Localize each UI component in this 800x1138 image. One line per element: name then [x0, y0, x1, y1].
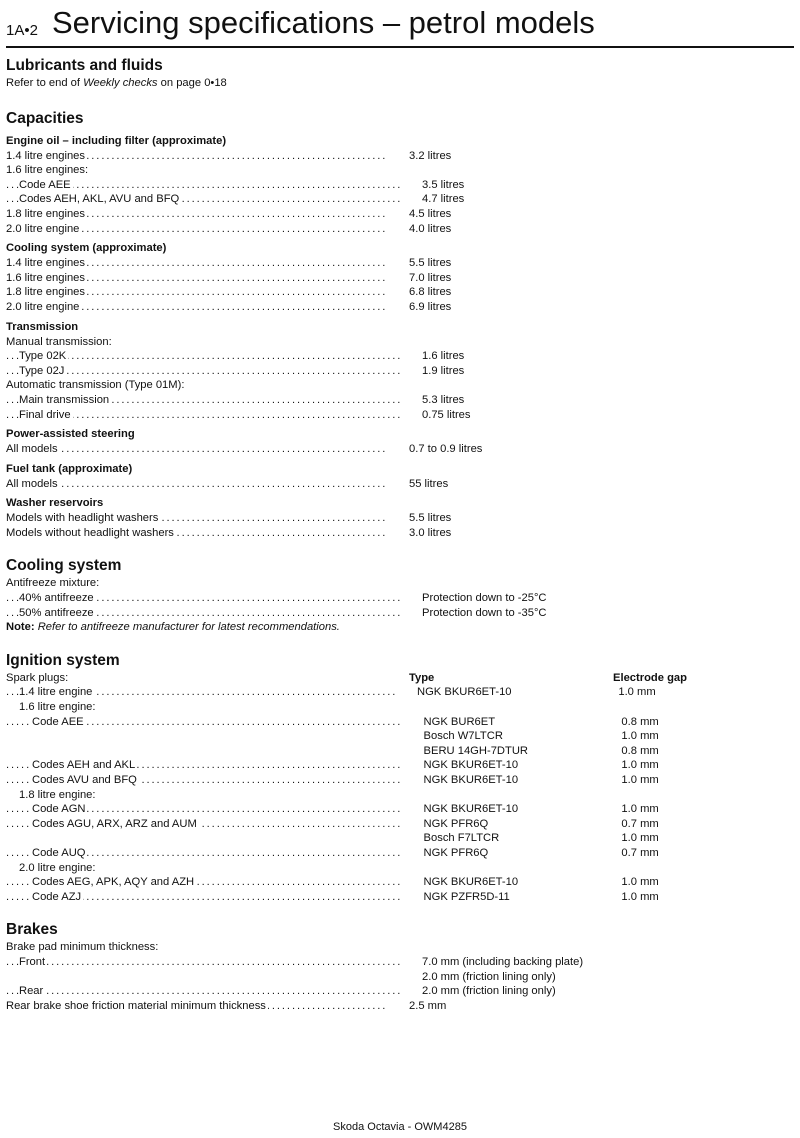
spec-label [6, 442, 387, 457]
spec-row [6, 364, 796, 379]
spec-label-text [32, 832, 34, 844]
spec-label [6, 875, 402, 890]
spec-label-text: Models with headlight washers [6, 512, 159, 525]
group-heading: Transmission [6, 320, 79, 333]
spec-label [6, 788, 395, 803]
spec-row [6, 802, 796, 817]
spec-value [409, 378, 613, 393]
spec-label [6, 970, 400, 985]
spec-row [6, 335, 796, 350]
spec-label-text: Codes AEH, AKL, AVU and BFQ [19, 193, 180, 206]
group-heading: Washer reservoirs [6, 497, 104, 510]
spec-row [6, 285, 796, 300]
plug-type: NGK PZFR5D-11 [423, 890, 510, 903]
spec-row [6, 163, 796, 178]
spec-label-text: Type 02K [19, 350, 67, 363]
lubricants-text-pre: Refer to end of [6, 77, 84, 89]
section-title-brakes: Brakes [6, 921, 58, 939]
capacities-section [6, 109, 796, 541]
spec-row [6, 178, 796, 193]
spec-label-text: Automatic transmission (Type 01M): [6, 379, 185, 392]
spec-label-text: Code AEE [19, 178, 71, 191]
spec-label [6, 591, 400, 606]
spec-label [6, 511, 387, 526]
spec-value: 4.0 litres [409, 222, 452, 235]
spec-label-text: 1.4 litre engines [6, 257, 85, 270]
section-title-lubricants: Lubricants and fluids [6, 57, 163, 74]
spec-label [6, 685, 395, 700]
spec-label-text: Codes AGU, ARX, ARZ and AUM [32, 817, 197, 830]
spec-label [6, 393, 400, 408]
plug-type: NGK BKUR6ET-10 [423, 876, 519, 889]
spec-row [6, 591, 796, 606]
cooling-intro: Antifreeze mixture: [6, 577, 100, 590]
page-title: Servicing specifications – petrol models [52, 5, 595, 40]
spec-label-text: 40% antifreeze [19, 592, 94, 605]
spec-value: 7.0 litres [409, 271, 452, 284]
spec-label [6, 984, 400, 999]
spec-row [6, 788, 796, 803]
spec-value: Protection down to -35°C [422, 606, 547, 619]
electrode-gap: 1.0 mm [621, 774, 659, 786]
plug-type: NGK BKUR6ET-10 [423, 774, 519, 786]
spec-label-text: Codes AEG, APK, AQY and AZH [32, 876, 195, 889]
plug-type: NGK BKUR6ET-10 [417, 686, 512, 699]
plug-type: NGK BKUR6ET-10 [423, 803, 519, 816]
spec-value: 2.0 mm (friction lining only) [422, 970, 556, 983]
spec-row [6, 300, 796, 315]
electrode-gap [618, 861, 796, 876]
group-heading: Power-assisted steering [6, 428, 135, 441]
spec-label-text: Models without headlight washers [6, 526, 174, 539]
spec-label [6, 378, 387, 393]
electrode-gap: 1.0 mm [621, 876, 659, 889]
plug-type [417, 861, 618, 876]
spec-label-text: Spark plugs: [6, 671, 69, 684]
spec-row [6, 256, 796, 271]
spec-row [6, 999, 796, 1014]
spec-label-text: Brake pad minimum thickness: [6, 941, 159, 954]
capacities-groups [6, 133, 796, 541]
spec-label [6, 178, 400, 193]
plug-type [417, 788, 618, 803]
spec-label-text: Code AZJ [32, 890, 82, 903]
brakes-rows [6, 940, 796, 1013]
group-heading: Fuel tank (approximate) [6, 462, 133, 475]
spec-label [6, 163, 387, 178]
electrode-gap [618, 788, 796, 803]
spec-label [6, 773, 402, 788]
spec-value: 0.7 to 0.9 litres [409, 443, 483, 456]
spec-label-text: 2.0 litre engine [6, 222, 80, 235]
spec-row [6, 955, 796, 970]
spec-value: 1.6 litres [422, 350, 465, 363]
spec-label-text: All models [6, 443, 58, 456]
lubricants-text-italic: Weekly checks [83, 77, 158, 89]
spec-value: 6.9 litres [409, 300, 452, 313]
spec-label-text: Codes AEH and AKL [32, 759, 136, 772]
spec-row [6, 685, 796, 700]
spec-label [6, 700, 395, 715]
spec-label-text: 1.4 litre engines [6, 149, 85, 162]
spec-row [6, 511, 796, 526]
plug-type: NGK BKUR6ET-10 [423, 759, 519, 772]
spec-value: 4.5 litres [409, 207, 452, 220]
spec-value: 7.0 mm (including backing plate) [422, 955, 584, 968]
spec-value: 55 litres [409, 477, 449, 490]
spec-label [6, 744, 402, 759]
spec-label-text: 2.0 litre engine [6, 300, 80, 313]
ignition-rows [6, 671, 796, 905]
spec-label [6, 817, 402, 832]
section-title-capacities: Capacities [6, 109, 84, 127]
spec-row [6, 984, 796, 999]
spec-label [6, 349, 400, 364]
electrode-gap: 1.0 mm [618, 686, 656, 699]
spec-row [6, 606, 796, 621]
column-header-gap: Electrode gap [613, 671, 687, 684]
spec-label-text: Rear [19, 985, 44, 998]
spec-value [409, 940, 613, 955]
spec-label [6, 222, 387, 237]
plug-type: NGK BUR6ET [423, 715, 496, 728]
spec-row [6, 861, 796, 876]
spec-label-text [19, 971, 21, 983]
spec-row [6, 875, 796, 890]
page-header [6, 2, 794, 48]
plug-type: Bosch W7LTCR [423, 730, 503, 743]
group-heading: Cooling system (approximate) [6, 242, 167, 255]
spec-label-text: Code AUQ [32, 846, 86, 859]
spec-value: 5.5 litres [409, 257, 452, 270]
electrode-gap: 1.0 mm [621, 832, 659, 845]
spec-label-text: Manual transmission: [6, 335, 112, 348]
spec-label-text: 1.8 litre engines [6, 286, 85, 299]
spec-row [6, 700, 796, 715]
electrode-gap: 1.0 mm [621, 890, 659, 903]
spec-row [6, 408, 796, 423]
spec-row [6, 729, 796, 744]
plug-type: Bosch F7LTCR [423, 832, 500, 845]
spec-row [6, 207, 796, 222]
spec-label [6, 802, 402, 817]
spec-row [6, 149, 796, 164]
spec-label [6, 671, 387, 686]
spec-row [6, 222, 796, 237]
electrode-gap: 0.7 mm [621, 817, 659, 830]
spec-label [6, 300, 387, 315]
spec-label-text [32, 730, 34, 742]
spec-label-text: Codes AVU and BFQ [32, 774, 137, 786]
lubricants-text-post: on page 0•18 [157, 77, 227, 89]
spec-label [6, 715, 402, 730]
spec-label [6, 149, 387, 164]
brakes-section [6, 920, 796, 1013]
spec-row [6, 744, 796, 759]
spec-value: 1.9 litres [422, 364, 465, 377]
electrode-gap: 1.0 mm [621, 759, 659, 772]
spec-row [6, 940, 796, 955]
spec-label [6, 861, 395, 876]
spec-value [409, 163, 613, 178]
spec-label [6, 758, 402, 773]
spec-value: Protection down to -25°C [422, 592, 547, 605]
page-footer: Skoda Octavia - OWM4285 [333, 1121, 467, 1133]
spec-value: 2.5 mm [409, 999, 447, 1012]
spec-value: 3.5 litres [422, 178, 465, 191]
spec-row [6, 671, 796, 686]
cooling-rows [6, 591, 796, 620]
spec-label [6, 364, 400, 379]
electrode-gap [618, 700, 796, 715]
spec-value: 3.2 litres [409, 149, 452, 162]
spec-row [6, 393, 796, 408]
electrode-gap: 1.0 mm [621, 730, 659, 743]
spec-row [6, 477, 796, 492]
spec-value: 3.0 litres [409, 526, 452, 539]
spec-label-text [32, 745, 34, 757]
spec-label [6, 846, 402, 861]
lubricants-section [6, 56, 796, 91]
spec-label [6, 192, 400, 207]
spec-label [6, 729, 402, 744]
spec-row [6, 890, 796, 905]
page-content [6, 56, 796, 1013]
spec-row [6, 271, 796, 286]
spec-label [6, 256, 387, 271]
spec-label-text: 1.8 litre engines [6, 207, 85, 220]
lubricants-text [6, 76, 796, 91]
spec-value: 0.75 litres [422, 408, 471, 421]
spec-label [6, 940, 387, 955]
spec-label-text: 2.0 litre engine: [19, 861, 96, 874]
spec-row [6, 758, 796, 773]
ignition-section [6, 651, 796, 905]
spec-row [6, 831, 796, 846]
spec-label-text: 1.6 litre engines: [6, 164, 89, 177]
spec-label-text: 1.6 litre engines [6, 271, 85, 284]
spec-value: 2.0 mm (friction lining only) [422, 985, 556, 998]
spec-label-text: 50% antifreeze [19, 606, 94, 619]
spec-value: 4.7 litres [422, 193, 465, 206]
spec-label [6, 831, 402, 846]
spec-row [6, 349, 796, 364]
electrode-gap: 0.8 mm [621, 715, 659, 728]
spec-value: 6.8 litres [409, 286, 452, 299]
spec-label [6, 408, 400, 423]
note-text: Refer to antifreeze manufacturer for latest recommendations. [37, 621, 340, 634]
cooling-section [6, 556, 796, 634]
spec-value: 5.5 litres [409, 512, 452, 525]
spec-label-text: Type 02J [19, 364, 65, 377]
group-heading: Engine oil – including filter (approximate) [6, 134, 227, 147]
spec-label-text: Main transmission [19, 393, 110, 406]
spec-label-text: Final drive [19, 408, 71, 421]
electrode-gap: 1.0 mm [621, 803, 659, 816]
spec-label-text: Rear brake shoe friction material minimum thickness [6, 999, 266, 1012]
spec-value [409, 335, 613, 350]
spec-row [6, 773, 796, 788]
spec-label [6, 335, 387, 350]
spec-label [6, 271, 387, 286]
spec-label-text: Code AEE [32, 715, 84, 728]
spec-label [6, 207, 387, 222]
column-header-type: Type [409, 671, 435, 684]
electrode-gap: 0.8 mm [621, 744, 659, 757]
spec-label-text: Code AGN [32, 803, 86, 816]
spec-label-text: Front [19, 955, 46, 968]
spec-label [6, 955, 400, 970]
spec-row [6, 715, 796, 730]
spec-row [6, 970, 796, 985]
spec-label-text: 1.8 litre engine: [19, 788, 96, 801]
plug-type: BERU 14GH-7DTUR [423, 744, 528, 757]
spec-row [6, 378, 796, 393]
spec-row [6, 442, 796, 457]
note-label: Note: [6, 621, 35, 634]
spec-label [6, 526, 387, 541]
spec-label-text: 1.6 litre engine: [19, 701, 96, 714]
plug-type: NGK PFR6Q [423, 846, 489, 859]
electrode-gap: 0.7 mm [621, 846, 659, 859]
spec-label [6, 606, 400, 621]
spec-row [6, 192, 796, 207]
spec-label [6, 999, 387, 1014]
spec-label-text: All models [6, 477, 58, 490]
spec-label [6, 477, 387, 492]
spec-row [6, 846, 796, 861]
spec-row [6, 526, 796, 541]
spec-row [6, 817, 796, 832]
spec-label [6, 285, 387, 300]
spec-label [6, 890, 402, 905]
plug-type: NGK PFR6Q [423, 817, 489, 830]
spec-label-text: 1.4 litre engine [19, 686, 93, 699]
section-title-cooling: Cooling system [6, 557, 122, 575]
cooling-note [6, 620, 796, 635]
page-number: 1A•2 [6, 22, 38, 39]
plug-type [417, 700, 618, 715]
spec-value: 5.3 litres [422, 393, 465, 406]
section-title-ignition: Ignition system [6, 651, 120, 669]
